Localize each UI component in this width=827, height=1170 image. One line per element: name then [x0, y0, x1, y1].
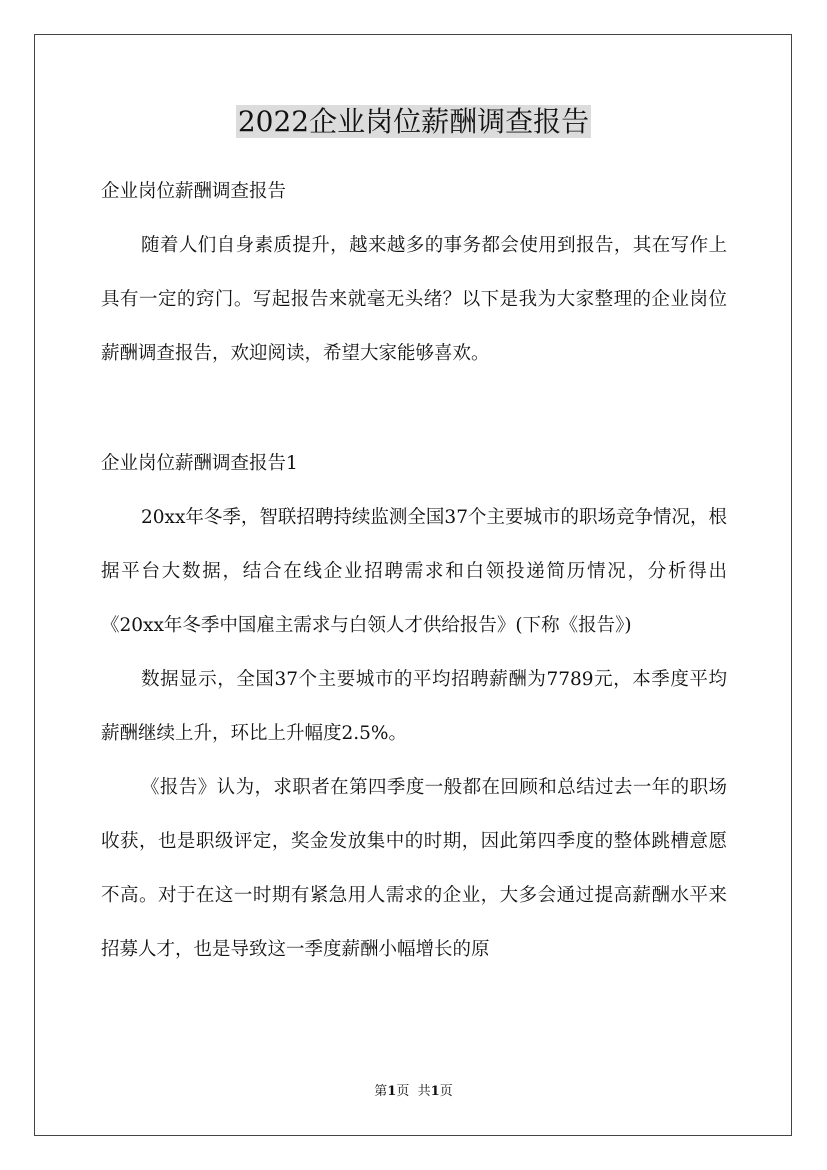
- page-footer: [0, 1082, 827, 1102]
- intro-paragraph: 随着人们自身素质提升，越来越多的事务都会使用到报告，其在写作上具有一定的窍门。写起报告来就毫无头绪？以下是我为大家整理的企业岗位薪酬调查报告，欢迎阅读，希望大家能够喜欢。: [101, 235, 727, 364]
- section-heading-text: 企业岗位薪酬调查报告1: [101, 453, 298, 474]
- footer-total-prefix: 共: [417, 1084, 431, 1099]
- body-paragraph: 20xx年冬季，智联招聘持续监测全国37个主要城市的职场竞争情况，根据平台大数据，结合在线企业招聘需求和白领投递简历情况，分析得出《20xx年冬季中国雇主需求与白领人才供给报告》(下称《报告》): [101, 507, 727, 636]
- body-paragraph: 《报告》认为，求职者在第四季度一般都在回顾和总结过去一年的职场收获，也是职级评定，奖金发放集中的时期，因此第四季度的整体跳槽意愿不高。对于在这一时期有紧急用人需求的企业，大多会通过提高薪酬水平来招募人才，也是导致这一季度薪酬小幅增长的原: [101, 777, 727, 960]
- body-paragraph: 数据显示，全国37个主要城市的平均招聘薪酬为7789元，本季度平均薪酬继续上升，环比上升幅度2.5%。: [101, 669, 727, 744]
- footer-total-suffix: 页: [439, 1084, 453, 1099]
- document-title: [0, 100, 827, 144]
- page-number: 1: [387, 1084, 397, 1099]
- subtitle-text: 企业岗位薪酬调查报告: [101, 181, 287, 202]
- section-heading: [101, 437, 727, 491]
- total-pages: 1: [430, 1084, 440, 1099]
- body-block: [101, 491, 727, 977]
- footer-prefix: 第: [374, 1084, 388, 1099]
- footer-page-suffix: 页: [396, 1084, 410, 1099]
- document-subtitle: [101, 165, 727, 219]
- intro-block: [101, 219, 727, 381]
- document-title-text: 2022企业岗位薪酬调查报告: [237, 105, 590, 138]
